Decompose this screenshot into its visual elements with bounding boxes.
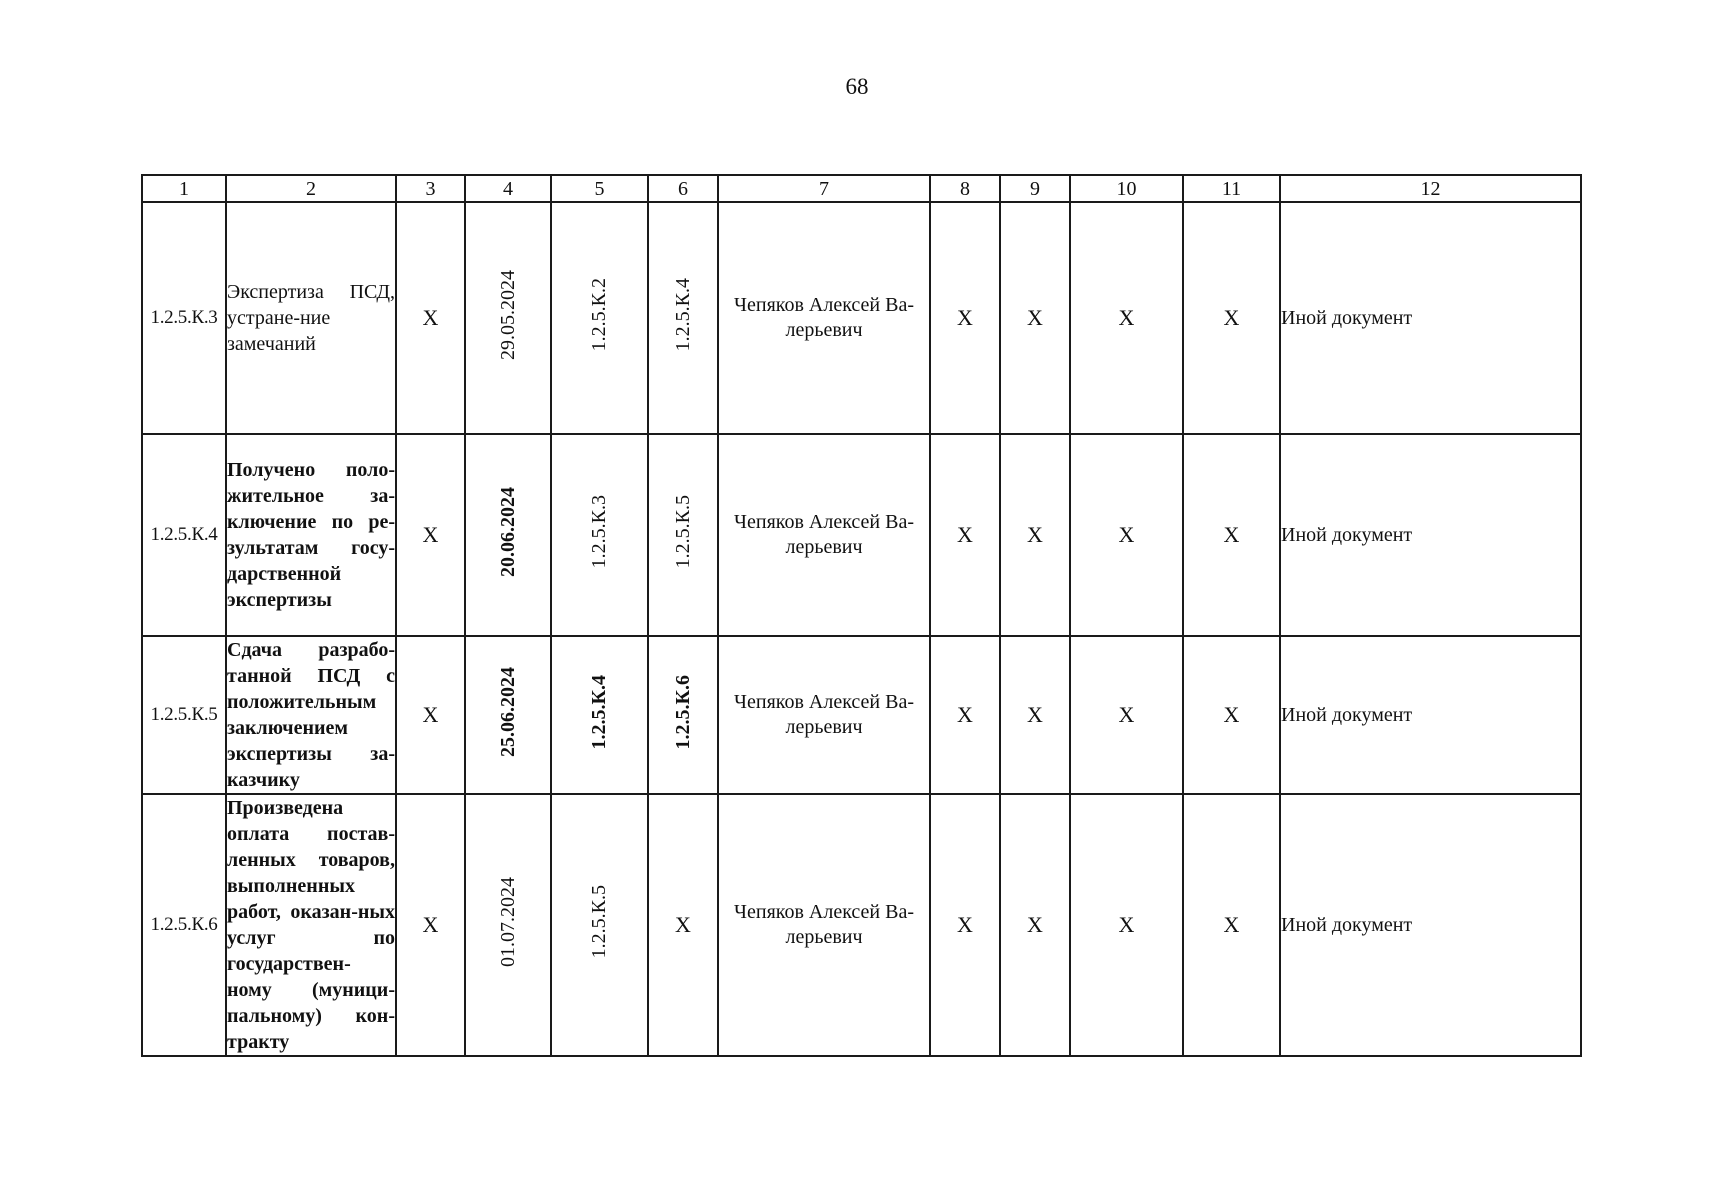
column-header-10: 10 [1070,175,1183,202]
cell-col11: X [1183,202,1280,434]
next-event-text: 1.2.5.К.5 [671,495,694,569]
table-row [142,434,1581,636]
cell-col9: X [1000,434,1070,636]
cell-col8: X [930,636,1000,794]
previous-event-text: 1.2.5.К.3 [588,495,610,569]
table-row [142,636,1581,794]
event-code: 1.2.5.К.6 [142,794,226,1056]
column-header-3: 3 [396,175,465,202]
event-date-text: 25.06.2024 [496,667,519,757]
column-header-1: 1 [142,175,226,202]
schedule-table [141,174,1582,1057]
event-description: Получено поло-жительное за-ключение по ре-зультатам госу-дарственной экспертизы [226,434,396,636]
event-date-text: 01.07.2024 [496,877,519,967]
document-type: Иной документ [1280,434,1581,636]
event-date [465,794,551,1056]
cell-col3: X [396,636,465,794]
document-type: Иной документ [1280,202,1581,434]
event-description: Произведена оплата постав-ленных товаров, выполненных работ, оказан-ных услуг по государствен-ному (муници-пальному) кон-тракту [226,794,396,1056]
event-date-text: 29.05.2024 [496,270,519,360]
cell-col10: X [1070,636,1183,794]
next-event-text: 1.2.5.К.4 [671,278,694,352]
column-header-6: 6 [648,175,718,202]
event-date-text: 20.06.2024 [496,487,519,577]
event-code: 1.2.5.К.4 [142,434,226,636]
cell-col3: X [396,434,465,636]
responsible-person: Чепяков Алексей Ва-лерьевич [718,794,930,1056]
previous-event-text: 1.2.5.К.2 [588,278,610,352]
column-header-11: 11 [1183,175,1280,202]
column-header-5: 5 [551,175,648,202]
next-event-text: 1.2.5.К.6 [671,674,694,750]
cell-col10: X [1070,794,1183,1056]
cell-col3: X [396,794,465,1056]
column-header-8: 8 [930,175,1000,202]
next-event [648,434,718,636]
previous-event [551,636,648,794]
column-header-2: 2 [226,175,396,202]
previous-event [551,794,648,1056]
previous-event-text: 1.2.5.К.4 [588,674,610,750]
cell-col9: X [1000,794,1070,1056]
responsible-person: Чепяков Алексей Ва-лерьевич [718,636,930,794]
cell-col3: X [396,202,465,434]
cell-col10: X [1070,434,1183,636]
header-row [142,175,1581,202]
column-header-4: 4 [465,175,551,202]
event-description: Экспертиза ПСД, устране-ние замечаний [226,202,396,434]
previous-event-text: 1.2.5.К.5 [588,885,610,959]
responsible-person: Чепяков Алексей Ва-лерьевич [718,202,930,434]
event-description: Сдача разрабо-танной ПСД с положительным заключением экспертизы за-казчику [226,636,396,794]
event-date [465,636,551,794]
event-code: 1.2.5.К.3 [142,202,226,434]
cell-col8: X [930,794,1000,1056]
cell-col8: X [930,202,1000,434]
document-type: Иной документ [1280,794,1581,1056]
cell-col11: X [1183,636,1280,794]
event-date [465,434,551,636]
previous-event [551,434,648,636]
previous-event [551,202,648,434]
next-event [648,202,718,434]
table-row [142,794,1581,1056]
page-number: 68 [845,74,869,99]
cell-col11: X [1183,794,1280,1056]
document-type: Иной документ [1280,636,1581,794]
cell-col8: X [930,434,1000,636]
responsible-person: Чепяков Алексей Ва-лерьевич [718,434,930,636]
cell-col9: X [1000,202,1070,434]
cell-col11: X [1183,434,1280,636]
next-event: X [648,794,718,1056]
event-code: 1.2.5.К.5 [142,636,226,794]
cell-col9: X [1000,636,1070,794]
event-date [465,202,551,434]
column-header-12: 12 [1280,175,1581,202]
column-header-7: 7 [718,175,930,202]
column-header-9: 9 [1000,175,1070,202]
next-event [648,636,718,794]
cell-col10: X [1070,202,1183,434]
table-row [142,202,1581,434]
